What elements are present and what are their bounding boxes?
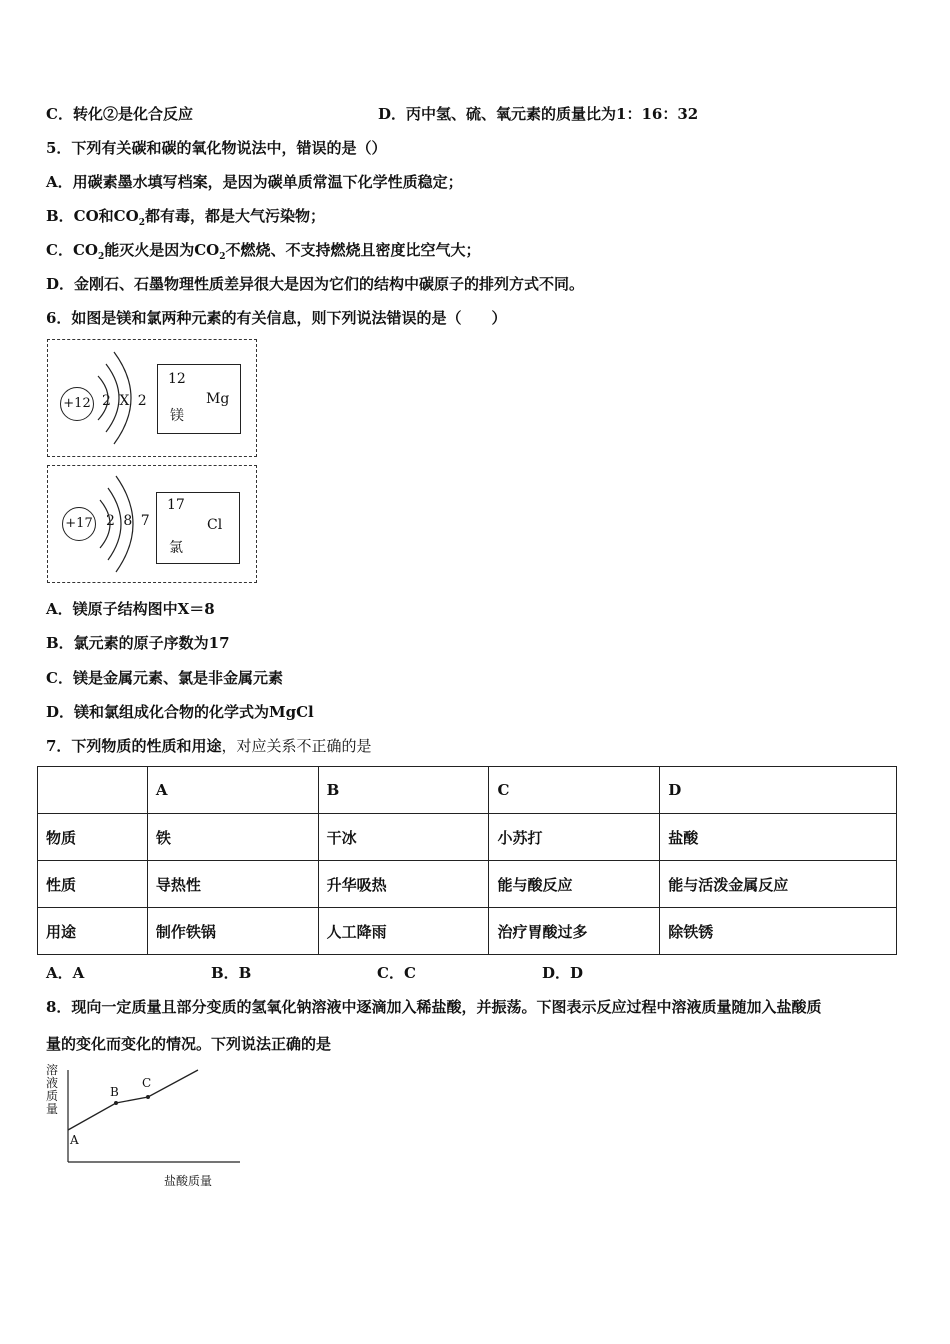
q8-y-axis-label: 溶液质量 (46, 1063, 59, 1116)
q8-graph (44, 1060, 244, 1190)
q8-stem-line2: 量的变化而变化的情况。下列说法正确的是 (46, 1035, 332, 1053)
table-cell (38, 767, 148, 814)
q7-answer-b: B．B (211, 964, 252, 982)
mg-atomic-number: 12 (168, 371, 186, 387)
q4-option-d: D．丙中氢、硫、氧元素的质量比为1：16：32 (378, 105, 699, 123)
table-cell: 制作铁锅 (147, 908, 318, 955)
table-header-row (38, 767, 897, 814)
q7-property-table (37, 766, 897, 955)
q7-stem-main: 7．下列物质的性质和用途 (46, 737, 222, 755)
q8-x-axis-label: 盐酸质量 (164, 1174, 213, 1188)
q5-option-a: A．用碳素墨水填写档案，是因为碳单质常温下化学性质稳定； (46, 173, 463, 191)
q7-stem-tail: ，对应关系不正确的是 (221, 737, 372, 755)
table-cell: 能与酸反应 (489, 861, 660, 908)
q6-option-b: B．氯元素的原子序数为17 (46, 634, 230, 652)
q5-b-rest: 都有毒，都是大气污染物； (144, 207, 325, 225)
cl-atomic-number: 17 (167, 497, 185, 513)
q8-point-b: B (110, 1085, 119, 1099)
q5-b-text: B．CO和CO (46, 207, 139, 225)
q7-stem (46, 735, 371, 756)
q5-stem: 5．下列有关碳和碳的氧化物说法中，错误的是（） (46, 139, 387, 157)
cl-symbol: Cl (207, 517, 223, 533)
table-cell: 升华吸热 (318, 861, 489, 908)
q8-stem-line1: 8．现向一定质量且部分变质的氢氧化钠溶液中逐滴加入稀盐酸，并振荡。下图表示反应过程中溶液质量随加入盐酸质 (46, 998, 822, 1016)
q5-option-b (46, 205, 325, 228)
table-cell: 铁 (147, 814, 318, 861)
table-cell: 导热性 (147, 861, 318, 908)
subscript: 2 (138, 218, 145, 228)
table-cell: 治疗胃酸过多 (489, 908, 660, 955)
table-cell: B (318, 767, 489, 814)
mg-nucleus: +12 (60, 387, 94, 421)
q5-c-rest: 不燃烧、不支持燃烧且密度比空气大； (225, 241, 481, 259)
q6-stem: 6．如图是镁和氯两种元素的有关信息，则下列说法错误的是（ ） (46, 309, 507, 327)
table-cell: 用途 (38, 908, 148, 955)
q7-answer-a: A．A (46, 964, 85, 982)
subscript: 2 (97, 252, 105, 262)
q7-answer-d: D．D (542, 964, 584, 982)
q4-option-c: C．转化②是化合反应 (46, 105, 193, 123)
chlorine-figure (47, 465, 257, 583)
cl-electron-shells: 2 8 7 (106, 513, 152, 529)
q7-answer-c: C．C (377, 964, 416, 982)
mg-symbol: Mg (206, 391, 230, 407)
cl-element-card (156, 492, 240, 564)
cl-shell-arcs-icon (94, 470, 150, 578)
mg-shell-arcs-icon (92, 346, 142, 450)
table-cell: 小苏打 (489, 814, 660, 861)
table-row (38, 908, 897, 955)
table-cell: D (660, 767, 897, 814)
magnesium-figure (47, 339, 257, 457)
q8-point-a: A (70, 1133, 79, 1147)
table-cell: 人工降雨 (318, 908, 489, 955)
subscript: 2 (219, 252, 226, 262)
q5-option-d: D．金刚石、石墨物理性质差异很大是因为它们的结构中碳原子的排列方式不同。 (46, 275, 585, 293)
mg-element-card (157, 364, 241, 434)
mg-electron-shells: 2 X 2 (102, 393, 149, 409)
table-cell: 能与活泼金属反应 (660, 861, 897, 908)
q6-option-d: D．镁和氯组成化合物的化学式为MgCl (46, 703, 314, 721)
q5-option-c (46, 239, 481, 262)
table-cell: A (147, 767, 318, 814)
table-cell: 干冰 (318, 814, 489, 861)
q6-option-c: C．镁是金属元素、氯是非金属元素 (46, 669, 283, 687)
table-row (38, 814, 897, 861)
table-cell: 物质 (38, 814, 148, 861)
table-cell: 性质 (38, 861, 148, 908)
q5-c-mid: 能灭火是因为CO (104, 241, 220, 259)
cl-name: 氯 (169, 540, 183, 556)
table-cell: 除铁锈 (660, 908, 897, 955)
table-cell: 盐酸 (660, 814, 897, 861)
q6-option-a: A．镁原子结构图中X＝8 (46, 600, 215, 618)
mg-name: 镁 (170, 408, 184, 424)
q8-point-c: C (142, 1076, 152, 1090)
cl-nucleus: +17 (62, 507, 96, 541)
table-row (38, 861, 897, 908)
table-cell: C (489, 767, 660, 814)
q5-c-text: C．CO (46, 241, 98, 259)
